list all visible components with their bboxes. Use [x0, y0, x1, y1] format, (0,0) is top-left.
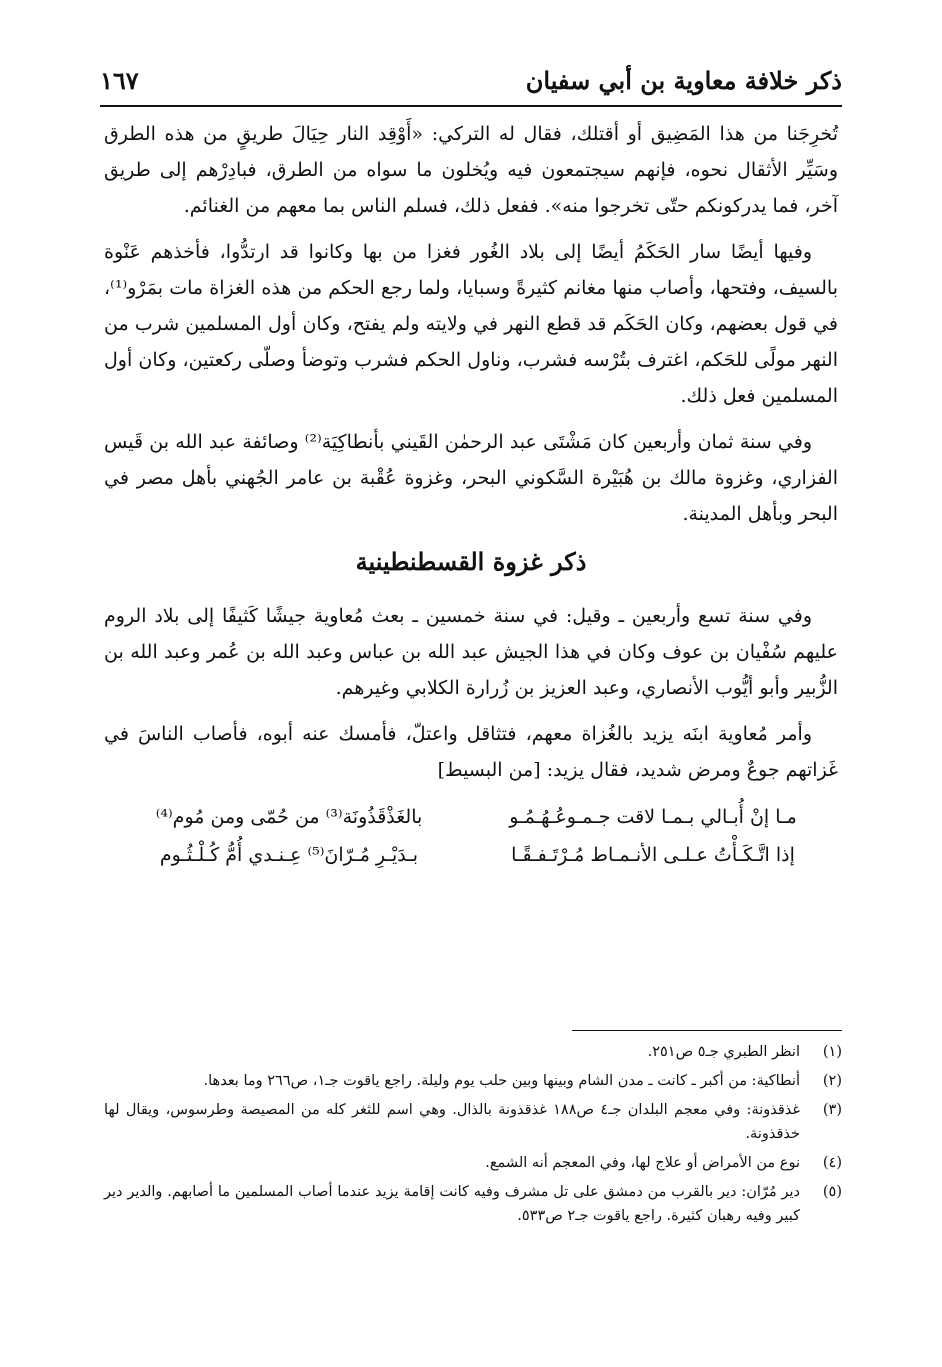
poem [104, 798, 838, 874]
footnote-number: (٢) [822, 1073, 842, 1089]
paragraph: وأمر مُعاوية ابنَه يزيد بالغُزاة معهم، فتثاقل واعتلّ، فأمسك عنه أبوه، فأصاب الناسَ في غَزاتهم جوعٌ ومرض شديد، فقال يزيد: [من البسيط] [104, 723, 838, 781]
footnote-number: (٣) [822, 1102, 842, 1118]
footnote [104, 1098, 842, 1146]
poem-hemistich: بالغَذْقَذُونَة⁽³⁾ من حُمّى ومن مُوم⁽⁴⁾ [155, 806, 423, 828]
section-heading: ذكر غزوة القسطنطينية [355, 547, 587, 576]
footnote [104, 1069, 842, 1093]
footnote [104, 1040, 842, 1064]
paragraph: تُخرِجَنا من هذا المَضِيق أو أقتلك، فقال له التركي: «أَوْقِد النار حِيَالَ طريقٍ من هذه الطرق وسَيِّر الأثقال نحوه، فإنهم سيجتمعون فيه ويُخلون ما سواه من الطرق، فبادِرْهم إلى طريق آخر، فما يدركونكم حتّى تخرجوا منه». ففعل ذلك، فسلم الناس بما معهم من الغنائم. [104, 123, 838, 217]
paragraph: وفي سنة تسع وأربعين ـ وقيل: في سنة خمسين ـ بعث مُعاوية جيشًا كَثيفًا إلى بلاد الروم عليهم سُفْيان بن عوف وكان في هذا الجيش عبد الله بن عباس وعبد الله بن عُمر وعبد الله بن الزُّبير وأبو أيُّوب الأنصاري، وعبد العزيز بن زُرارة الكلابي وغيرهم. [104, 605, 838, 699]
footnote-text: دير مُرّان: دير بالقرب من دمشق على تل مشرف وفيه كانت إقامة يزيد عندما أصاب المسلمين ما أصابهم. والدير دير كبير وفيه رهبان كثيرة. راجع ياقوت جـ٢ ص٥٣٣. [104, 1184, 800, 1224]
footnote-text: انظر الطبري جـ٥ ص٢٥١. [647, 1044, 800, 1060]
poem-hemistich: مـا إنْ أُبـالي بـمـا لاقت جـمـوعُـهُـمُـو [509, 806, 797, 828]
paragraph: وفيها أيضًا سار الحَكَمُ أيضًا إلى بلاد الغُور فغزا من بها وكانوا قد ارتدُّوا، فأخذهم عَنْوة بالسيف، وفتحها، وأصاب منها مغانم كثيرةً وسبايا، ولما رجع الحكم من هذه الغزاة مات بمَرْو⁽¹⁾، في قول بعضهم، وكان الحَكَم قد قطع النهر في ولايته ولم يفتح، وكان أول المسلمين شرب من النهر مولًى للحَكم، اغترف بتُرْسه فشرب، وناول الحكم فشرب وتوضأ وصلّى ركعتين، وكان أول المسلمين فعل ذلك. [104, 241, 838, 407]
header-rule [100, 105, 842, 107]
footnote-rule [572, 1030, 842, 1031]
running-title: ذكر خلافة معاوية بن أبي سفيان [525, 66, 842, 95]
page-number: ١٦٧ [100, 66, 139, 95]
footnote [104, 1180, 842, 1228]
footnote-text: أنطاكية: من أكبر ـ كانت ـ مدن الشام وبينها وبين حلب يوم وليلة. راجع ياقوت جـ١، ص٢٦٦ وما بعدها. [203, 1073, 800, 1089]
running-header [100, 60, 842, 104]
footnote-text: غذقذونة: وفي معجم البلدان جـ٤ ص١٨٨ غذقذونة بالذال. وهي اسم للثغر كله من المصيصة وطرسوس، ويقال لها خذقذونة. [104, 1102, 800, 1142]
paragraph: وفي سنة ثمان وأربعين كان مَشْتَى عبد الرحمٰن القَيني بأنطاكِيَة⁽²⁾ وصائفة عبد الله بن قَيس الفزاري، وغزوة مالك بن هُبَيْرة السَّكوني البحر، وغزوة عُقْبة بن عامر الجُهني بأهل مصر في البحر وبأهل المدينة. [104, 431, 838, 525]
footnote-number: (١) [822, 1044, 842, 1060]
footnotes [104, 1040, 842, 1233]
poem-line [104, 798, 838, 836]
poem-line [104, 836, 838, 874]
poem-hemistich: إذا اتَّـكَـأْتُ عـلـى الأنـمـاط مُـرْتَـفـقًـا [511, 844, 795, 866]
main-text [104, 116, 838, 874]
poem-hemistich: بـدَيْـرِ مُـرّانَ⁽⁵⁾ عِـنـدي أُمُّ كُـلْـثُـوم [159, 844, 419, 866]
footnote-number: (٥) [822, 1184, 842, 1200]
footnote-text: نوع من الأمراض أو علاج لها، وفي المعجم أنه الشمع. [485, 1155, 800, 1171]
footnote [104, 1151, 842, 1175]
footnote-number: (٤) [822, 1155, 842, 1171]
